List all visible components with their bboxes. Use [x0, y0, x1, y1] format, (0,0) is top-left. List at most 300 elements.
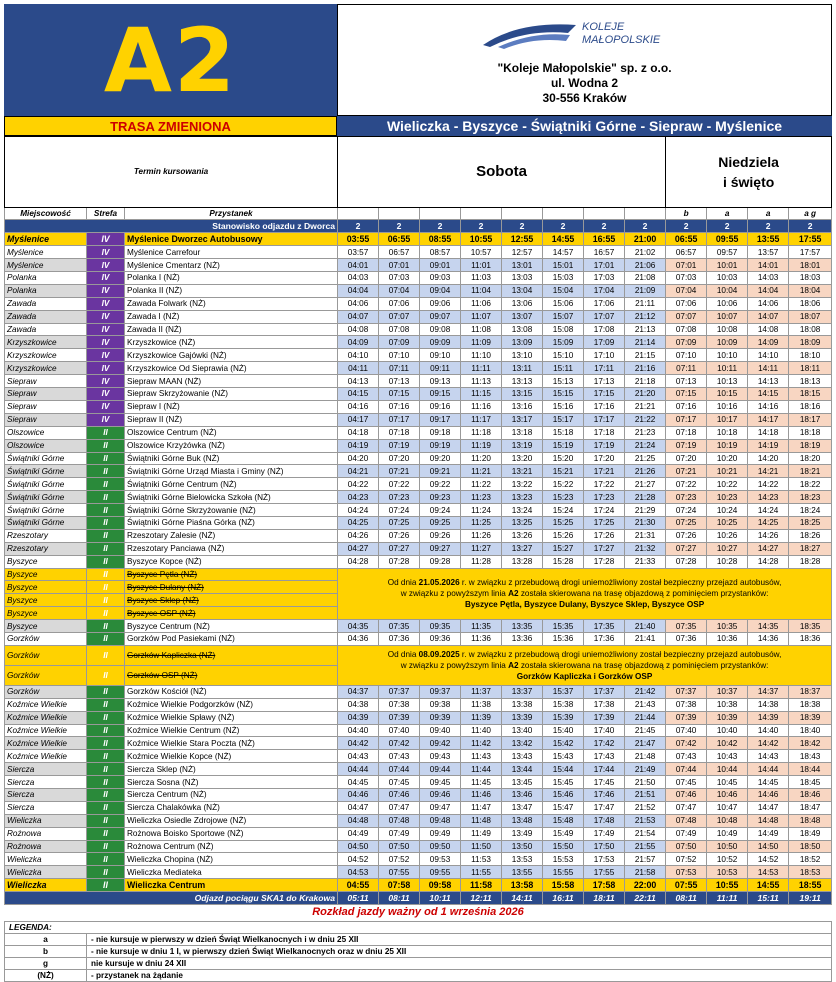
saturday-time: 21:22	[625, 413, 666, 426]
saturday-time: 13:42	[502, 737, 543, 750]
saturday-time: 09:36	[420, 632, 461, 645]
sunday-time: 18:36	[789, 632, 832, 645]
saturday-time: 21:23	[625, 426, 666, 439]
saturday-time: 13:24	[502, 504, 543, 517]
zone-badge: IV	[87, 284, 125, 297]
sunday-time: 18:24	[789, 504, 832, 517]
header	[4, 4, 832, 116]
saturday-time: 21:20	[625, 388, 666, 401]
stop-name: Wieliczka Mediateka	[125, 866, 338, 879]
stop-name: Siepraw I (NŻ)	[125, 400, 338, 413]
locality: Byszyce	[5, 568, 87, 581]
saturday-time: 04:40	[338, 724, 379, 737]
zone-badge: II	[87, 685, 125, 698]
saturday-time: 13:23	[502, 491, 543, 504]
saturday-time: 17:43	[584, 750, 625, 763]
sunday-time: 10:47	[707, 801, 748, 814]
legend-key: a	[5, 934, 87, 946]
saturday-time: 09:38	[420, 698, 461, 711]
saturday-time: 07:43	[379, 750, 420, 763]
zone-badge: II	[87, 698, 125, 711]
sunday-time: 07:50	[666, 840, 707, 853]
saturday-time: 17:25	[584, 516, 625, 529]
saturday-time: 13:06	[502, 297, 543, 310]
saturday-time: 21:18	[625, 375, 666, 388]
stanowisko-value: 2	[707, 220, 748, 233]
stop-name: Świątniki Górne Urząd Miasta i Gminy (NŻ)	[125, 465, 338, 478]
saturday-time: 09:15	[420, 388, 461, 401]
stop-row	[5, 413, 832, 426]
saturday-time: 11:35	[461, 620, 502, 633]
saturday-time: 09:26	[420, 529, 461, 542]
saturday-time: 09:20	[420, 452, 461, 465]
sunday-time: 18:55	[789, 879, 832, 892]
stop-row	[5, 568, 832, 581]
course-mark	[584, 207, 625, 220]
stop-name: Siercza Centrum (NŻ)	[125, 788, 338, 801]
locality: Siepraw	[5, 400, 87, 413]
locality: Świątniki Górne	[5, 491, 87, 504]
locality: Wieliczka	[5, 814, 87, 827]
saturday-time: 11:39	[461, 711, 502, 724]
sunday-time: 10:06	[707, 297, 748, 310]
saturday-time: 21:40	[625, 620, 666, 633]
zone-badge: II	[87, 853, 125, 866]
saturday-time: 11:38	[461, 698, 502, 711]
stop-row	[5, 529, 832, 542]
stop-name: Byszyce Centrum (NŻ)	[125, 620, 338, 633]
stop-name: Siepraw MAAN (NŻ)	[125, 375, 338, 388]
saturday-time: 11:27	[461, 542, 502, 555]
locality: Wieliczka	[5, 879, 87, 892]
saturday-time: 09:21	[420, 465, 461, 478]
col-locality: Miejscowość	[5, 207, 87, 220]
saturday-time: 04:16	[338, 400, 379, 413]
sunday-time: 18:06	[789, 297, 832, 310]
saturday-time: 07:28	[379, 555, 420, 568]
sunday-time: 18:42	[789, 737, 832, 750]
saturday-time: 09:17	[420, 413, 461, 426]
sunday-time: 14:28	[748, 555, 789, 568]
saturday-time: 11:17	[461, 413, 502, 426]
saturday-time: 07:15	[379, 388, 420, 401]
saturday-time: 17:16	[584, 400, 625, 413]
sunday-time: 18:26	[789, 529, 832, 542]
saturday-time: 15:04	[543, 284, 584, 297]
sunday-time: 18:16	[789, 400, 832, 413]
sunday-time: 10:43	[707, 750, 748, 763]
train-time: 18:11	[584, 892, 625, 905]
saturday-time: 11:07	[461, 310, 502, 323]
saturday-time: 15:53	[543, 853, 584, 866]
saturday-time: 21:47	[625, 737, 666, 750]
saturday-time: 07:21	[379, 465, 420, 478]
zone-badge: IV	[87, 400, 125, 413]
saturday-time: 17:11	[584, 362, 625, 375]
saturday-time: 13:36	[502, 632, 543, 645]
sunday-time: 13:57	[748, 246, 789, 259]
sunday-time: 18:18	[789, 426, 832, 439]
saturday-time: 04:19	[338, 439, 379, 452]
sunday-time: 07:24	[666, 504, 707, 517]
saturday-time: 21:49	[625, 763, 666, 776]
stop-row	[5, 491, 832, 504]
saturday-time: 11:16	[461, 400, 502, 413]
sunday-time: 18:47	[789, 801, 832, 814]
sunday-time: 18:44	[789, 763, 832, 776]
sunday-time: 14:25	[748, 516, 789, 529]
sunday-time: 18:21	[789, 465, 832, 478]
stop-name: Świątniki Górne Piaśna Górka (NŻ)	[125, 516, 338, 529]
train-time: 16:11	[543, 892, 584, 905]
saturday-time: 17:26	[584, 529, 625, 542]
saturday-time: 09:43	[420, 750, 461, 763]
saturday-time: 21:09	[625, 284, 666, 297]
sunday-time: 10:07	[707, 310, 748, 323]
zone-badge: II	[87, 879, 125, 892]
legend-key: (NŻ)	[5, 970, 87, 982]
saturday-time: 11:24	[461, 504, 502, 517]
locality: Siercza	[5, 763, 87, 776]
saturday-time: 07:27	[379, 542, 420, 555]
zone-badge: II	[87, 711, 125, 724]
saturday-time: 15:19	[543, 439, 584, 452]
sunday-time: 07:01	[666, 259, 707, 272]
sunday-time: 10:20	[707, 452, 748, 465]
saturday-time: 21:28	[625, 491, 666, 504]
sunday-time: 18:46	[789, 788, 832, 801]
saturday-time: 21:57	[625, 853, 666, 866]
sunday-time: 10:15	[707, 388, 748, 401]
koleje-malopolskie-logo	[478, 15, 678, 49]
locality: Siepraw	[5, 388, 87, 401]
locality: Olszowice	[5, 439, 87, 452]
saturday-time: 17:08	[584, 323, 625, 336]
locality: Świątniki Górne	[5, 452, 87, 465]
saturday-time: 09:11	[420, 362, 461, 375]
sunday-time: 13:55	[748, 233, 789, 246]
stop-name: Siercza Chalakówka (NŻ)	[125, 801, 338, 814]
stop-name: Krzyszkowice (NŻ)	[125, 336, 338, 349]
saturday-time: 07:04	[379, 284, 420, 297]
saturday-time: 17:53	[584, 853, 625, 866]
saturday-time: 15:21	[543, 465, 584, 478]
saturday-time: 07:44	[379, 763, 420, 776]
saturday-time: 08:55	[420, 233, 461, 246]
saturday-time: 09:19	[420, 439, 461, 452]
zone-badge: IV	[87, 297, 125, 310]
company-city: 30-556 Kraków	[542, 91, 627, 105]
sunday-time: 18:35	[789, 620, 832, 633]
saturday-time: 13:21	[502, 465, 543, 478]
stop-name: Zawada Folwark (NŻ)	[125, 297, 338, 310]
saturday-time: 09:09	[420, 336, 461, 349]
notice-stops: Byszyce Pętla, Byszyce Dulany, Byszyce Sklep, Byszyce OSP	[464, 600, 705, 610]
sunday-time: 14:23	[748, 491, 789, 504]
saturday-time: 15:42	[543, 737, 584, 750]
saturday-time: 13:04	[502, 284, 543, 297]
saturday-time: 04:17	[338, 413, 379, 426]
legend-key: b	[5, 946, 87, 958]
schedule-header	[5, 137, 338, 208]
sunday-time: 18:23	[789, 491, 832, 504]
stop-row	[5, 323, 832, 336]
route-name: Wieliczka - Byszyce - Świątniki Górne - Siepraw - Myślenice	[337, 116, 832, 136]
saturday-time: 09:18	[420, 426, 461, 439]
train-time: 12:11	[461, 892, 502, 905]
locality: Byszyce	[5, 594, 87, 607]
sunday-time: 14:21	[748, 465, 789, 478]
saturday-time: 04:23	[338, 491, 379, 504]
saturday-time: 13:49	[502, 827, 543, 840]
saturday-time: 13:10	[502, 349, 543, 362]
saturday-time: 04:45	[338, 776, 379, 789]
notice-text: Od dnia	[387, 578, 419, 588]
stop-name: Świątniki Górne Buk (NŻ)	[125, 452, 338, 465]
saturday-time: 17:09	[584, 336, 625, 349]
saturday-time: 11:18	[461, 426, 502, 439]
saturday-time: 04:50	[338, 840, 379, 853]
saturday-time: 13:25	[502, 516, 543, 529]
sunday-time: 10:36	[707, 632, 748, 645]
stop-row	[5, 827, 832, 840]
zone-badge: II	[87, 478, 125, 491]
locality: Byszyce	[5, 620, 87, 633]
saturday-time: 11:10	[461, 349, 502, 362]
route-bar	[4, 116, 832, 136]
zone-badge: II	[87, 542, 125, 555]
sunday-time: 17:55	[789, 233, 832, 246]
stop-row	[5, 866, 832, 879]
stop-name: Koźmice Wielkie Stara Poczta (NŻ)	[125, 737, 338, 750]
sunday-time: 18:07	[789, 310, 832, 323]
sunday-time: 07:21	[666, 465, 707, 478]
sunday-time: 18:03	[789, 272, 832, 285]
saturday-time: 07:37	[379, 685, 420, 698]
saturday-time: 17:37	[584, 685, 625, 698]
saturday-time: 21:08	[625, 272, 666, 285]
sunday-time: 14:53	[748, 866, 789, 879]
saturday-time: 07:47	[379, 801, 420, 814]
saturday-time: 13:47	[502, 801, 543, 814]
saturday-time: 06:55	[379, 233, 420, 246]
sunday-time: 14:37	[748, 685, 789, 698]
sunday-time: 14:11	[748, 362, 789, 375]
saturday-time: 17:44	[584, 763, 625, 776]
saturday-time: 09:03	[420, 272, 461, 285]
stop-row	[5, 632, 832, 645]
line-number: A2	[4, 4, 337, 116]
zone-badge: II	[87, 465, 125, 478]
saturday-time: 21:25	[625, 452, 666, 465]
stop-row	[5, 711, 832, 724]
stop-name: Byszyce OSP (NŻ)	[125, 607, 338, 620]
saturday-time: 21:14	[625, 336, 666, 349]
saturday-time: 21:29	[625, 504, 666, 517]
saturday-time: 09:16	[420, 400, 461, 413]
saturday-time: 21:44	[625, 711, 666, 724]
legend	[4, 921, 832, 982]
saturday-time: 04:47	[338, 801, 379, 814]
saturday-time: 07:22	[379, 478, 420, 491]
saturday-time: 04:28	[338, 555, 379, 568]
saturday-time: 04:04	[338, 284, 379, 297]
saturday-time: 15:06	[543, 297, 584, 310]
zone-badge: IV	[87, 388, 125, 401]
stop-name: Siepraw II (NŻ)	[125, 413, 338, 426]
sunday-time: 07:22	[666, 478, 707, 491]
sunday-time: 10:13	[707, 375, 748, 388]
sunday-time: 14:38	[748, 698, 789, 711]
locality: Myślenice	[5, 233, 87, 246]
saturday-time: 04:10	[338, 349, 379, 362]
saturday-time: 11:11	[461, 362, 502, 375]
sunday-time: 18:10	[789, 349, 832, 362]
saturday-time: 11:48	[461, 814, 502, 827]
course-mark: a	[707, 207, 748, 220]
saturday-time: 07:38	[379, 698, 420, 711]
zone-badge: II	[87, 491, 125, 504]
sunday-time: 07:39	[666, 711, 707, 724]
zone-badge: II	[87, 504, 125, 517]
saturday-time: 08:57	[420, 246, 461, 259]
stanowisko-value: 2	[584, 220, 625, 233]
saturday-time: 15:40	[543, 724, 584, 737]
saturday-time: 07:09	[379, 336, 420, 349]
notice-text: została skierowana na trasę objazdową z pominięciem przystanków:	[518, 589, 769, 599]
stanowisko-value: 2	[379, 220, 420, 233]
sunday-time: 14:47	[748, 801, 789, 814]
stop-name: Świątniki Górne Skrzyżowanie (NŻ)	[125, 504, 338, 517]
saturday-time: 21:45	[625, 724, 666, 737]
stop-name: Olszowice Centrum (NŻ)	[125, 426, 338, 439]
saturday-time: 15:39	[543, 711, 584, 724]
legend-item	[5, 934, 832, 946]
saturday-time: 11:44	[461, 763, 502, 776]
locality: Siercza	[5, 788, 87, 801]
stop-name: Świątniki Górne Centrum (NŻ)	[125, 478, 338, 491]
locality: Wieliczka	[5, 853, 87, 866]
sunday-time: 14:44	[748, 763, 789, 776]
detour-notice	[338, 568, 832, 620]
stanowisko-value: 2	[338, 220, 379, 233]
sunday-time: 07:42	[666, 737, 707, 750]
locality: Siepraw	[5, 375, 87, 388]
saturday-time: 21:43	[625, 698, 666, 711]
locality: Wieliczka	[5, 866, 87, 879]
sunday-time: 10:08	[707, 323, 748, 336]
zone-badge: IV	[87, 349, 125, 362]
saturday-time: 17:42	[584, 737, 625, 750]
saturday-time: 15:23	[543, 491, 584, 504]
stanowisko-value: 2	[666, 220, 707, 233]
saturday-time: 04:06	[338, 297, 379, 310]
saturday-time: 17:03	[584, 272, 625, 285]
sunday-time: 07:45	[666, 776, 707, 789]
notice-line: A2	[508, 589, 519, 599]
locality: Koźmice Wielkie	[5, 711, 87, 724]
saturday-time: 13:35	[502, 620, 543, 633]
sunday-time: 14:01	[748, 259, 789, 272]
saturday-time: 17:18	[584, 426, 625, 439]
stanowisko-value: 2	[789, 220, 832, 233]
stop-name: Krzyszkowice Od Sieprawia (NŻ)	[125, 362, 338, 375]
sunday-time: 10:46	[707, 788, 748, 801]
train-time: 11:11	[707, 892, 748, 905]
saturday-time: 21:21	[625, 400, 666, 413]
saturday-time: 15:47	[543, 801, 584, 814]
stop-name: Siercza Sosna (NŻ)	[125, 776, 338, 789]
sunday-time: 07:06	[666, 297, 707, 310]
saturday-time: 09:07	[420, 310, 461, 323]
saturday-time: 09:50	[420, 840, 461, 853]
saturday-time: 17:28	[584, 555, 625, 568]
saturday-time: 17:13	[584, 375, 625, 388]
saturday-time: 09:27	[420, 542, 461, 555]
locality: Koźmice Wielkie	[5, 698, 87, 711]
sunday-time: 10:53	[707, 866, 748, 879]
locality: Rzeszotary	[5, 542, 87, 555]
saturday-time: 04:24	[338, 504, 379, 517]
sunday-time: 10:25	[707, 516, 748, 529]
sunday-time: 14:18	[748, 426, 789, 439]
zone-badge: II	[87, 452, 125, 465]
stop-name: Koźmice Wielkie Centrum (NŻ)	[125, 724, 338, 737]
saturday-time: 15:10	[543, 349, 584, 362]
zone-badge: II	[87, 866, 125, 879]
locality: Gorzków	[5, 632, 87, 645]
saturday-time: 07:08	[379, 323, 420, 336]
saturday-time: 09:45	[420, 776, 461, 789]
sunday-time: 14:50	[748, 840, 789, 853]
saturday-time: 17:58	[584, 879, 625, 892]
zone-badge: II	[87, 827, 125, 840]
saturday-time: 04:38	[338, 698, 379, 711]
locality: Świątniki Górne	[5, 504, 87, 517]
saturday-time: 21:54	[625, 827, 666, 840]
sunday-time: 14:16	[748, 400, 789, 413]
stop-name: Koźmice Wielkie Podgorzków (NŻ)	[125, 698, 338, 711]
saturday-time: 09:08	[420, 323, 461, 336]
train-time: 15:11	[748, 892, 789, 905]
legend-desc: - nie kursuje w pierwszy w dzień Świąt Wielkanocnych i w dniu 25 XII	[87, 934, 832, 946]
sunday-time: 14:24	[748, 504, 789, 517]
locality: Rożnowa	[5, 827, 87, 840]
saturday-time: 07:11	[379, 362, 420, 375]
saturday-time: 21:12	[625, 310, 666, 323]
course-mark	[338, 207, 379, 220]
saturday-time: 15:24	[543, 504, 584, 517]
sunday-time: 10:17	[707, 413, 748, 426]
course-mark: a g	[789, 207, 832, 220]
sunday-time: 14:15	[748, 388, 789, 401]
stop-name: Gorzków Kościół (NŻ)	[125, 685, 338, 698]
validity-note: Rozkład jazdy ważny od 1 września 2026	[312, 906, 524, 918]
stop-name: Zawada II (NŻ)	[125, 323, 338, 336]
locality: Siercza	[5, 776, 87, 789]
sunday-time: 14:36	[748, 632, 789, 645]
sunday-time: 17:57	[789, 246, 832, 259]
sunday-time: 10:44	[707, 763, 748, 776]
locality: Polanka	[5, 284, 87, 297]
saturday-time: 07:13	[379, 375, 420, 388]
stop-name: Świątniki Górne Bielowicka Szkoła (NŻ)	[125, 491, 338, 504]
saturday-time: 04:48	[338, 814, 379, 827]
sunday-time: 18:01	[789, 259, 832, 272]
saturday-time: 21:41	[625, 632, 666, 645]
notice-text: Od dnia	[387, 649, 419, 659]
saturday-time: 15:15	[543, 388, 584, 401]
